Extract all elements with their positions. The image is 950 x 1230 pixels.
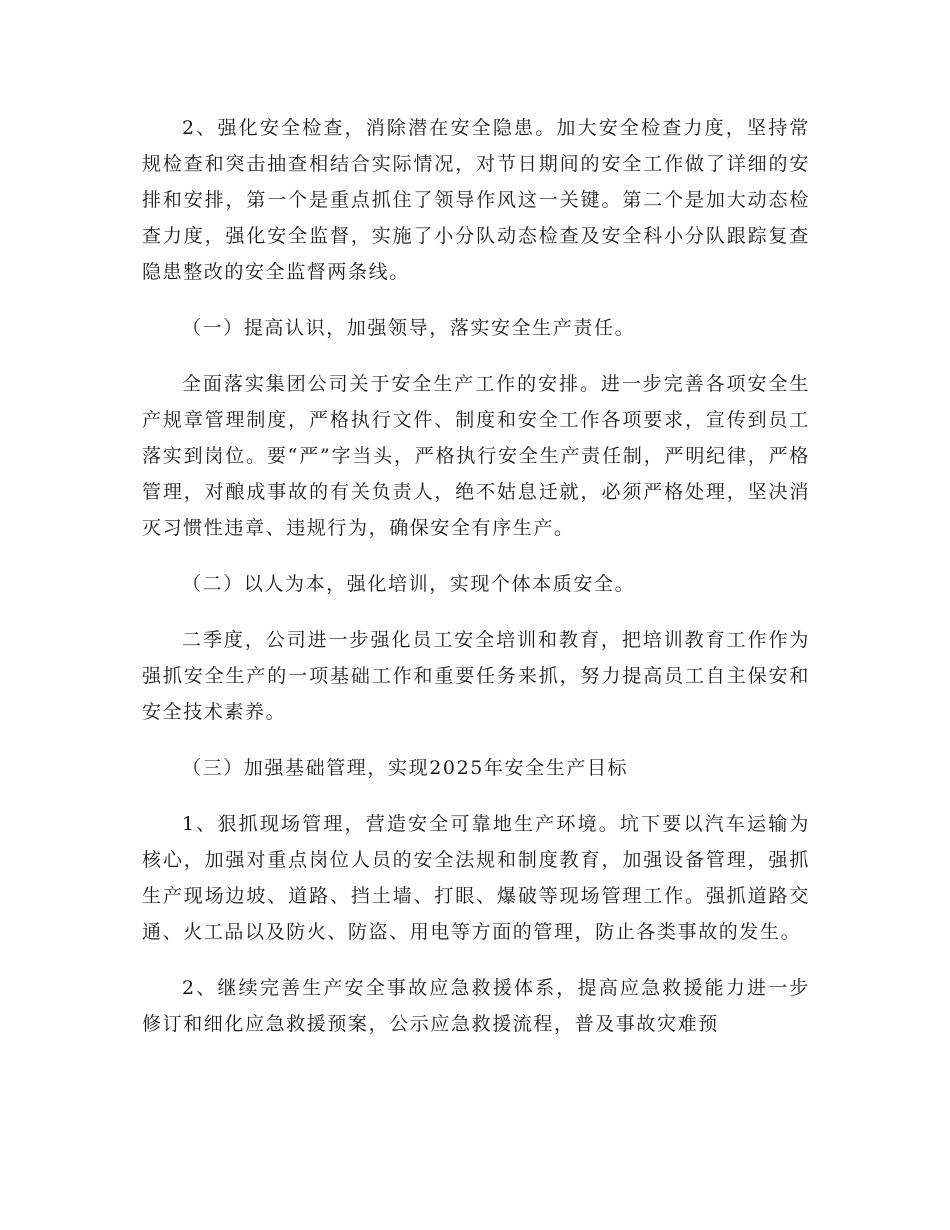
paragraph-safety-inspection: 2、强化安全检查，消除潜在安全隐患。加大安全检查力度，坚持常规检查和突击抽查相结合实际情况，对节日期间的安全工作做了详细的安排和安排，第一个是重点抓住了领导作风这一关键。第二个是加大动态检查力度，强化安全监督，实施了小分队动态检查及安全科小分队跟踪复查隐患整改的安全监督两条线。 bbox=[142, 117, 810, 283]
paragraph-site-management: 1、狠抓现场管理，营造安全可靠地生产环境。坑下要以汽车运输为核心，加强对重点岗位人员的安全法规和制度教育，加强设备管理，强抓生产现场边坡、道路、挡土墙、打眼、爆破等现场管理工作。强抓道路交通、火工品以及防火、防盗、用电等方面的管理，防止各类事故的发生。 bbox=[142, 813, 810, 943]
paragraph-training: 二季度，公司进一步强化员工安全培训和教育，把培训教育工作作为强抓安全生产的一项基础工作和重要任务来抓，努力提高员工自主保安和安全技术素养。 bbox=[142, 629, 810, 723]
document-body bbox=[142, 110, 810, 1062]
paragraph-emergency-rescue: 2、继续完善生产安全事故应急救援体系，提高应急救援能力进一步修订和细化应急救援预案，公示应急救援流程，普及事故灾难预 bbox=[142, 977, 810, 1035]
paragraph-implement-arrangements: 全面落实集团公司关于安全生产工作的安排。进一步完善各项安全生产规章管理制度，严格执行文件、制度和安全工作各项要求，宣传到员工落实到岗位。要“严”字当头，严格执行安全生产责任制，严明纪律，严格管理，对酿成事故的有关负责人，绝不姑息迁就，必须严格处理，坚决消灭习惯性违章、违规行为，确保安全有序生产。 bbox=[142, 373, 810, 539]
section-heading-2: （二）以人为本，强化培训，实现个体本质安全。 bbox=[182, 573, 636, 595]
section-heading-1: （一）提高认识，加强领导，落实安全生产责任。 bbox=[182, 317, 636, 339]
section-heading-3: （三）加强基础管理，实现2025年安全生产目标 bbox=[182, 757, 629, 779]
